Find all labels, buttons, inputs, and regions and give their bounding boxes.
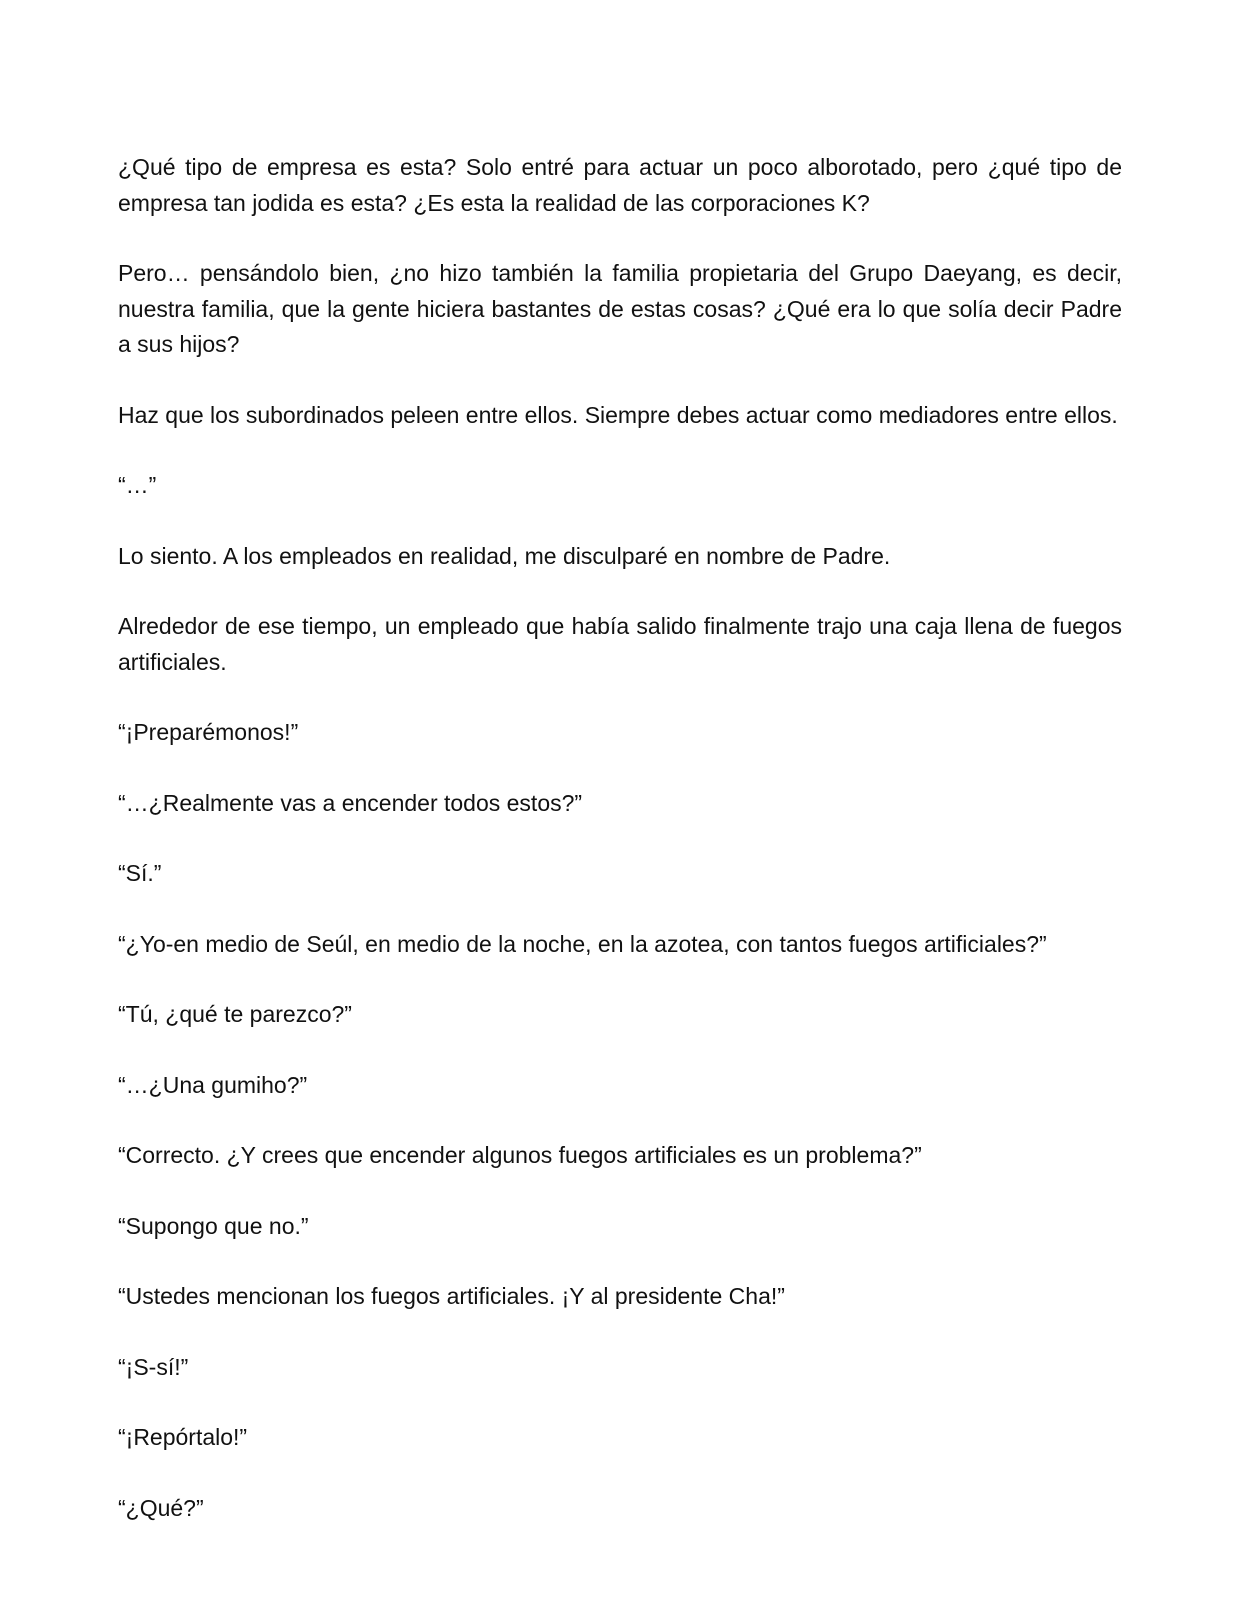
- paragraph: “Correcto. ¿Y crees que encender algunos fuegos artificiales es un problema?”: [118, 1142, 922, 1168]
- document-body: [118, 150, 1122, 1561]
- paragraph: “…¿Realmente vas a encender todos estos?”: [118, 789, 583, 816]
- paragraph: Haz que los subordinados peleen entre ellos. Siempre debes actuar como mediadores entre ellos.: [118, 401, 1118, 428]
- paragraph: “Sí.”: [118, 860, 162, 886]
- paragraph: “Ustedes mencionan los fuegos artificiales. ¡Y al presidente Cha!”: [118, 1283, 785, 1309]
- paragraph: Lo siento. A los empleados en realidad, me disculparé en nombre de Padre.: [118, 542, 891, 569]
- paragraph: “¡S-sí!”: [118, 1353, 189, 1380]
- paragraph: “…”: [118, 472, 157, 498]
- paragraph: “…¿Una gumiho?”: [118, 1071, 308, 1098]
- paragraph: “¿Yo-en medio de Seúl, en medio de la noche, en la azotea, con tantos fuegos artificiales?”: [118, 930, 1047, 957]
- paragraph: Alrededor de ese tiempo, un empleado que había salido finalmente trajo una caja llena de fuegos artificiales.: [118, 613, 1122, 675]
- paragraph: ¿Qué tipo de empresa es esta? Solo entré para actuar un poco alborotado, pero ¿qué tipo de empresa tan jodida es esta? ¿Es esta la realidad de las corporaciones K?: [118, 154, 1122, 216]
- paragraph: “Tú, ¿qué te parezco?”: [118, 1001, 352, 1027]
- paragraph: “¡Repórtalo!”: [118, 1424, 248, 1450]
- paragraph: “Supongo que no.”: [118, 1212, 309, 1239]
- paragraph: Pero… pensándolo bien, ¿no hizo también la familia propietaria del Grupo Daeyang, es decir, nuestra familia, que la gente hiciera bastantes de estas cosas? ¿Qué era lo que solía decir Padre a sus hijos?: [118, 260, 1122, 357]
- paragraph: “¿Qué?”: [118, 1494, 204, 1521]
- paragraph: “¡Preparémonos!”: [118, 719, 299, 745]
